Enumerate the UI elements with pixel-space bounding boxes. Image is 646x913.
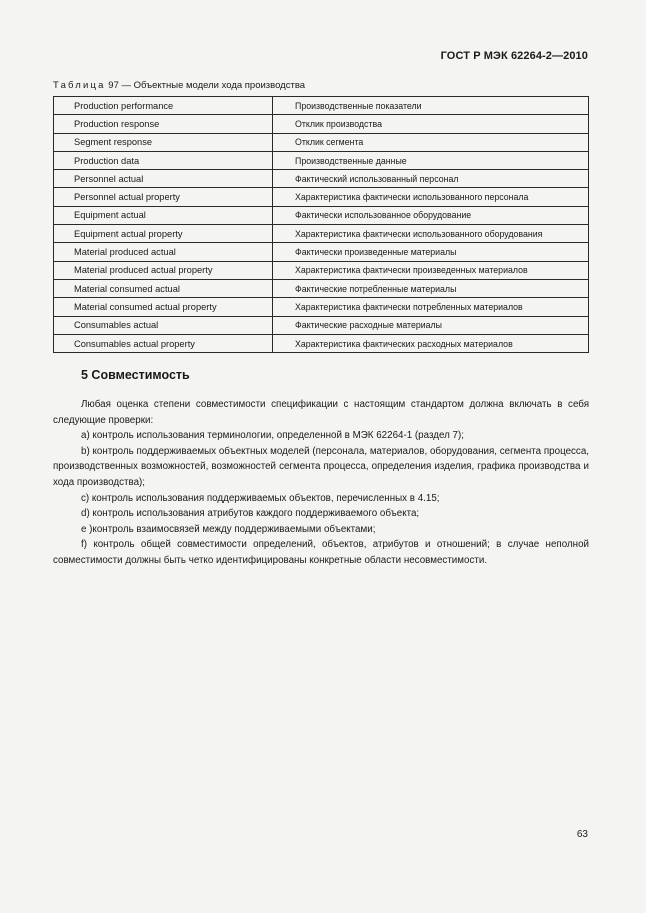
table-cell-english-term: Production data xyxy=(54,151,273,169)
table-cell-english-term: Material produced actual xyxy=(54,243,273,261)
table-row xyxy=(54,97,589,115)
table-cell-english-term: Equipment actual property xyxy=(54,225,273,243)
list-item: c) контроль использования поддерживаемых объектов, перечисленных в 4.15; xyxy=(81,492,440,504)
table-row xyxy=(54,115,589,133)
table-cell-english-term: Material consumed actual property xyxy=(54,298,273,316)
document-header: ГОСТ Р МЭК 62264-2—2010 xyxy=(440,50,588,62)
page-number: 63 xyxy=(576,829,588,840)
table-cell-english-term: Personnel actual property xyxy=(54,188,273,206)
table-cell-russian-term: Характеристика фактически произведенных материалов xyxy=(273,261,589,279)
object-models-table xyxy=(53,96,589,353)
table-row xyxy=(54,206,589,224)
table-cell-russian-term: Производственные показатели xyxy=(273,97,589,115)
section-body xyxy=(53,397,589,569)
table-caption xyxy=(53,80,305,91)
table-cell-english-term: Production response xyxy=(54,115,273,133)
table-cell-english-term: Personnel actual xyxy=(54,170,273,188)
table-cell-english-term: Equipment actual xyxy=(54,206,273,224)
table-cell-russian-term: Фактические расходные материалы xyxy=(273,316,589,334)
table-row xyxy=(54,151,589,169)
table-cell-russian-term: Характеристика фактически использованного оборудования xyxy=(273,225,589,243)
table-row xyxy=(54,170,589,188)
table-cell-english-term: Segment response xyxy=(54,133,273,151)
table-caption-number: 97 xyxy=(108,80,119,91)
table-caption-title: — Объектные модели хода производства xyxy=(121,80,306,91)
table-row xyxy=(54,261,589,279)
table-cell-russian-term: Отклик производства xyxy=(273,115,589,133)
list-item: b) контроль поддерживаемых объектных моделей (персонала, материалов, оборудования, сегмента процесса, производственных возможностей, возможностей сегмента процесса, определения изделия, графика производства и хода производства); xyxy=(53,445,589,488)
table-row xyxy=(54,334,589,352)
table-cell-russian-term: Характеристика фактически потребленных материалов xyxy=(273,298,589,316)
table-cell-russian-term: Фактически использованное оборудование xyxy=(273,206,589,224)
table-cell-english-term: Consumables actual property xyxy=(54,334,273,352)
table-cell-english-term: Material produced actual property xyxy=(54,261,273,279)
table-row xyxy=(54,188,589,206)
table-row xyxy=(54,298,589,316)
table-cell-russian-term: Производственные данные xyxy=(273,151,589,169)
table-cell-russian-term: Фактический использованный персонал xyxy=(273,170,589,188)
list-item: а) контроль использования терминологии, определенной в МЭК 62264-1 (раздел 7); xyxy=(81,430,464,442)
section-intro: Любая оценка степени совместимости спецификации с настоящим стандартом должна включать в себя следующие проверки: xyxy=(53,399,589,426)
table-cell-english-term: Consumables actual xyxy=(54,316,273,334)
table-row xyxy=(54,243,589,261)
table-cell-russian-term: Фактические потребленные материалы xyxy=(273,279,589,297)
table-cell-russian-term: Отклик сегмента xyxy=(273,133,589,151)
table-row xyxy=(54,316,589,334)
table-cell-russian-term: Характеристика фактически использованного персонала xyxy=(273,188,589,206)
list-item: е )контроль взаимосвязей между поддерживаемыми объектами; xyxy=(81,523,376,535)
table-caption-label: Таблица xyxy=(53,80,106,91)
list-item: d) контроль использования атрибутов каждого поддерживаемого объекта; xyxy=(81,508,420,520)
table-row xyxy=(54,225,589,243)
table-cell-russian-term: Характеристика фактических расходных материалов xyxy=(273,334,589,352)
table-cell-english-term: Material consumed actual xyxy=(54,279,273,297)
table-row xyxy=(54,279,589,297)
list-item: f) контроль общей совместимости определений, объектов, атрибутов и отношений; в случае неполной совместимости должны быть четко идентифицированы конкретные области несовместимости. xyxy=(53,539,589,566)
table-cell-english-term: Production performance xyxy=(54,97,273,115)
table-cell-russian-term: Фактически произведенные материалы xyxy=(273,243,589,261)
section-title: 5 Совместимость xyxy=(81,368,190,382)
table-row xyxy=(54,133,589,151)
